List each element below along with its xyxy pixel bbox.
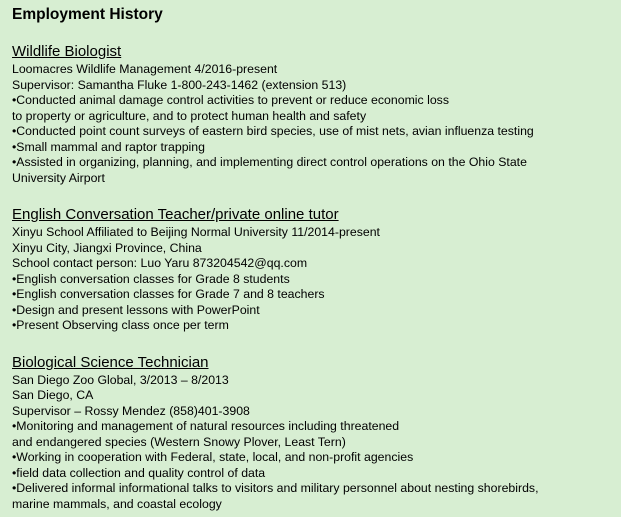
duty-line: •Assisted in organizing, planning, and implementing direct control operations on the Ohio State xyxy=(12,155,527,169)
job-title: Biological Science Technician xyxy=(12,353,209,371)
duty-line: University Airport xyxy=(12,170,105,185)
supervisor-line: Supervisor – Rossy Mendez (858)401-3908 xyxy=(12,403,250,418)
supervisor-line: Supervisor: Samantha Fluke 1-800-243-1462 (extension 513) xyxy=(12,77,347,92)
job-entry-wildlife-biologist xyxy=(12,42,621,186)
duty-line: •English conversation classes for Grade 7 and 8 teachers xyxy=(12,287,325,301)
job-title: English Conversation Teacher/private online tutor xyxy=(12,206,339,223)
duty-line: and endangered species (Western Snowy Plover, Least Tern) xyxy=(12,434,346,449)
duty-line: •Conducted point count surveys of eastern bird species, use of mist nets, avian influenza testing xyxy=(12,124,534,138)
duty-line: marine mammals, and coastal ecology xyxy=(12,496,222,511)
section-heading: Employment History xyxy=(12,6,163,23)
duty-line: •Small mammal and raptor trapping xyxy=(12,139,205,154)
duty-line: to property or agriculture, and to protect human health and safety xyxy=(12,108,367,123)
location-line: San Diego, CA xyxy=(12,388,94,402)
duty-line: •Design and present lessons with PowerPoint xyxy=(12,302,260,317)
employer-line: Xinyu School Affiliated to Beijing Normal University 11/2014-present xyxy=(12,225,380,239)
duty-line: •Delivered informal informational talks to visitors and military personnel about nesting shorebirds, xyxy=(12,481,539,495)
location-line: Xinyu City, Jiangxi Province, China xyxy=(12,240,202,255)
duty-line: •Conducted animal damage control activities to prevent or reduce economic loss xyxy=(12,93,449,107)
contact-line: School contact person: Luo Yaru 873204542@qq.com xyxy=(12,256,308,270)
employer-line: San Diego Zoo Global, 3/2013 – 8/2013 xyxy=(12,372,229,387)
job-entry-biological-technician xyxy=(12,353,621,513)
duty-line: •Monitoring and management of natural resources including threatened xyxy=(12,419,400,433)
duty-line: •field data collection and quality control of data xyxy=(12,465,266,480)
duty-line: •English conversation classes for Grade 8 students xyxy=(12,271,290,286)
duty-line: •Working in cooperation with Federal, state, local, and non-profit agencies xyxy=(12,450,414,464)
duty-line: •Present Observing class once per term xyxy=(12,318,229,332)
job-entry-english-teacher xyxy=(12,205,621,334)
job-title: Wildlife Biologist xyxy=(12,43,122,60)
employer-line: Loomacres Wildlife Management 4/2016-present xyxy=(12,62,278,76)
